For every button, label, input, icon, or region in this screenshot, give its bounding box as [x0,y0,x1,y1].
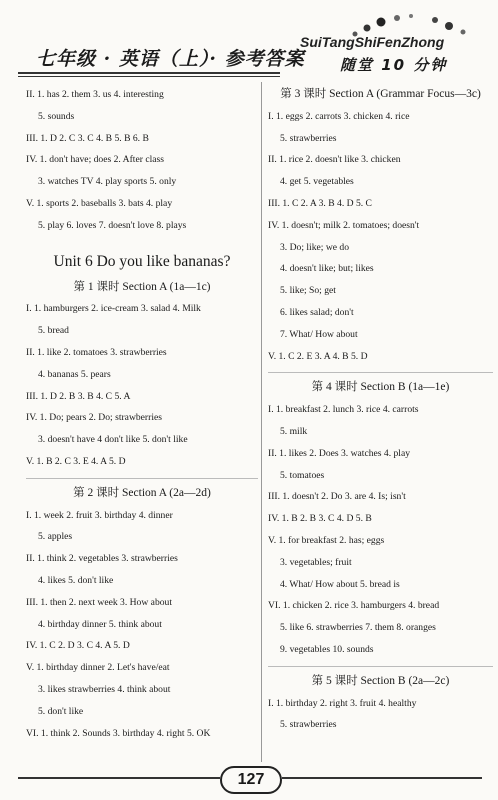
answer-line: IV. 1. C 2. D 3. C 4. A 5. D [26,640,130,652]
brand-name: SuiTangShiFenZhong [300,34,445,50]
answer-line: I. 1. birthday 2. right 3. fruit 4. healthy [268,697,417,709]
section-heading: 第 4 课时 Section B (1a—1e) [311,381,450,394]
answer-line: VI. 1. think 2. Sounds 3. birthday 4. right 5. OK [26,727,211,739]
answer-line: 5. like; So; get [280,285,336,297]
answer-line: II. 1. like 2. tomatoes 3. strawberries [26,346,167,358]
answer-line: II. 1. has 2. them 3. us 4. interesting [26,89,164,100]
answer-line: 5. play 6. loves 7. doesn't love 8. plays [38,219,187,231]
answer-line: 3. Do; like; we do [280,241,350,253]
answer-line: II. 1. likes 2. Does 3. watches 4. play [268,447,411,459]
section-divider [268,372,493,373]
answer-line: III. 1. then 2. next week 3. How about [26,596,173,608]
answer-line: 3. watches TV 4. play sports 5. only [38,176,177,188]
answer-line: VI. 1. chicken 2. rice 3. hamburgers 4. bread [268,600,440,612]
answer-line: III. 1. doesn't 2. Do 3. are 4. Is; isn't [268,491,406,503]
answer-line: III. 1. C 2. A 3. B 4. D 5. C [268,197,372,209]
answer-line: V. 1. birthday dinner 2. Let's have/eat [26,662,170,674]
footer-rule-right [282,777,482,779]
answer-line: IV. 1. doesn't; milk 2. tomatoes; doesn't [268,219,420,231]
answer-line: III. 1. D 2. B 3. B 4. C 5. A [26,390,131,402]
answer-line: IV. 1. Do; pears 2. Do; strawberries [26,412,162,424]
answer-line: 4. likes 5. don't like [38,574,114,586]
left-column [26,84,258,744]
answer-line: I. 1. hamburgers 2. ice-cream 3. salad 4. Milk [26,303,201,315]
answer-line: II. 1. think 2. vegetables 3. strawberries [26,553,178,565]
brand-subtitle: 随堂 10 分钟 [340,56,448,74]
answer-line: 3. doesn't have 4 don't like 5. don't like [38,434,188,446]
page-title: 七年级 · 英语（上）· 参考答案 [36,48,305,70]
answer-line: 6. likes salad; don't [280,306,354,318]
answer-line: V. 1. B 2. C 3. E 4. A 5. D [26,455,126,467]
answer-line: 3. vegetables; fruit [280,556,352,568]
answer-line: I. 1. week 2. fruit 3. birthday 4. dinner [26,509,173,521]
answer-line: I. 1. breakfast 2. lunch 3. rice 4. carrots [268,404,419,416]
column-divider [261,82,262,762]
answer-line: IV. 1. don't have; does 2. After class [26,154,164,166]
right-column [268,84,493,736]
answer-line: V. 1. C 2. E 3. A 4. B 5. D [268,350,368,362]
answer-line: V. 1. for breakfast 2. has; eggs [268,534,385,546]
page-footer [0,762,498,800]
section-heading: 第 3 课时 Section A (Grammar Focus—3c) [280,88,481,100]
section-divider [26,478,258,479]
answer-line: 5. apples [38,531,73,543]
answer-line: IV. 1. B 2. B 3. C 4. D 5. B [268,513,372,525]
answer-line: 5. sounds [38,110,75,122]
answer-line: 5. milk [280,425,308,437]
section-heading: 第 1 课时 Section A (1a—1c) [73,280,211,293]
answer-line: 7. What/ How about [280,328,358,340]
header-rule-thin [18,76,280,77]
answer-line: I. 1. eggs 2. carrots 3. chicken 4. rice [268,110,410,122]
section-heading: 第 5 课时 Section B (2a—2c) [311,674,450,687]
answer-line: 3. likes strawberries 4. think about [38,683,171,695]
section-heading: 第 2 课时 Section A (2a—2d) [73,486,211,499]
answer-line: 4. birthday dinner 5. think about [38,618,162,630]
answer-line: III. 1. D 2. C 3. C 4. B 5. B 6. B [26,132,149,144]
answer-line: 5. bread [38,325,69,337]
section-divider [268,666,493,667]
answer-line: 5. tomatoes [280,469,325,481]
answer-line: 4. doesn't like; but; likes [280,263,374,275]
answer-line: 9. vegetables 10. sounds [280,643,374,655]
answer-line: 5. strawberries [280,719,337,731]
answer-line: 4. get 5. vegetables [280,176,354,188]
footer-rule-left [18,777,220,779]
unit-title: Unit 6 Do you like bananas? [53,252,231,270]
answer-line: 5. strawberries [280,132,337,144]
answer-line: 5. don't like [38,705,84,717]
answer-line: 4. bananas 5. pears [38,368,111,380]
answer-line: II. 1. rice 2. doesn't like 3. chicken [268,154,401,166]
page-header [0,0,498,80]
answer-line: 4. What/ How about 5. bread is [280,578,400,590]
answer-line: V. 1. sports 2. baseballs 3. bats 4. play [26,197,173,209]
header-rule [18,72,280,74]
page-number: 127 [220,766,282,794]
answer-line: 5. like 6. strawberries 7. them 8. oranges [280,622,436,634]
